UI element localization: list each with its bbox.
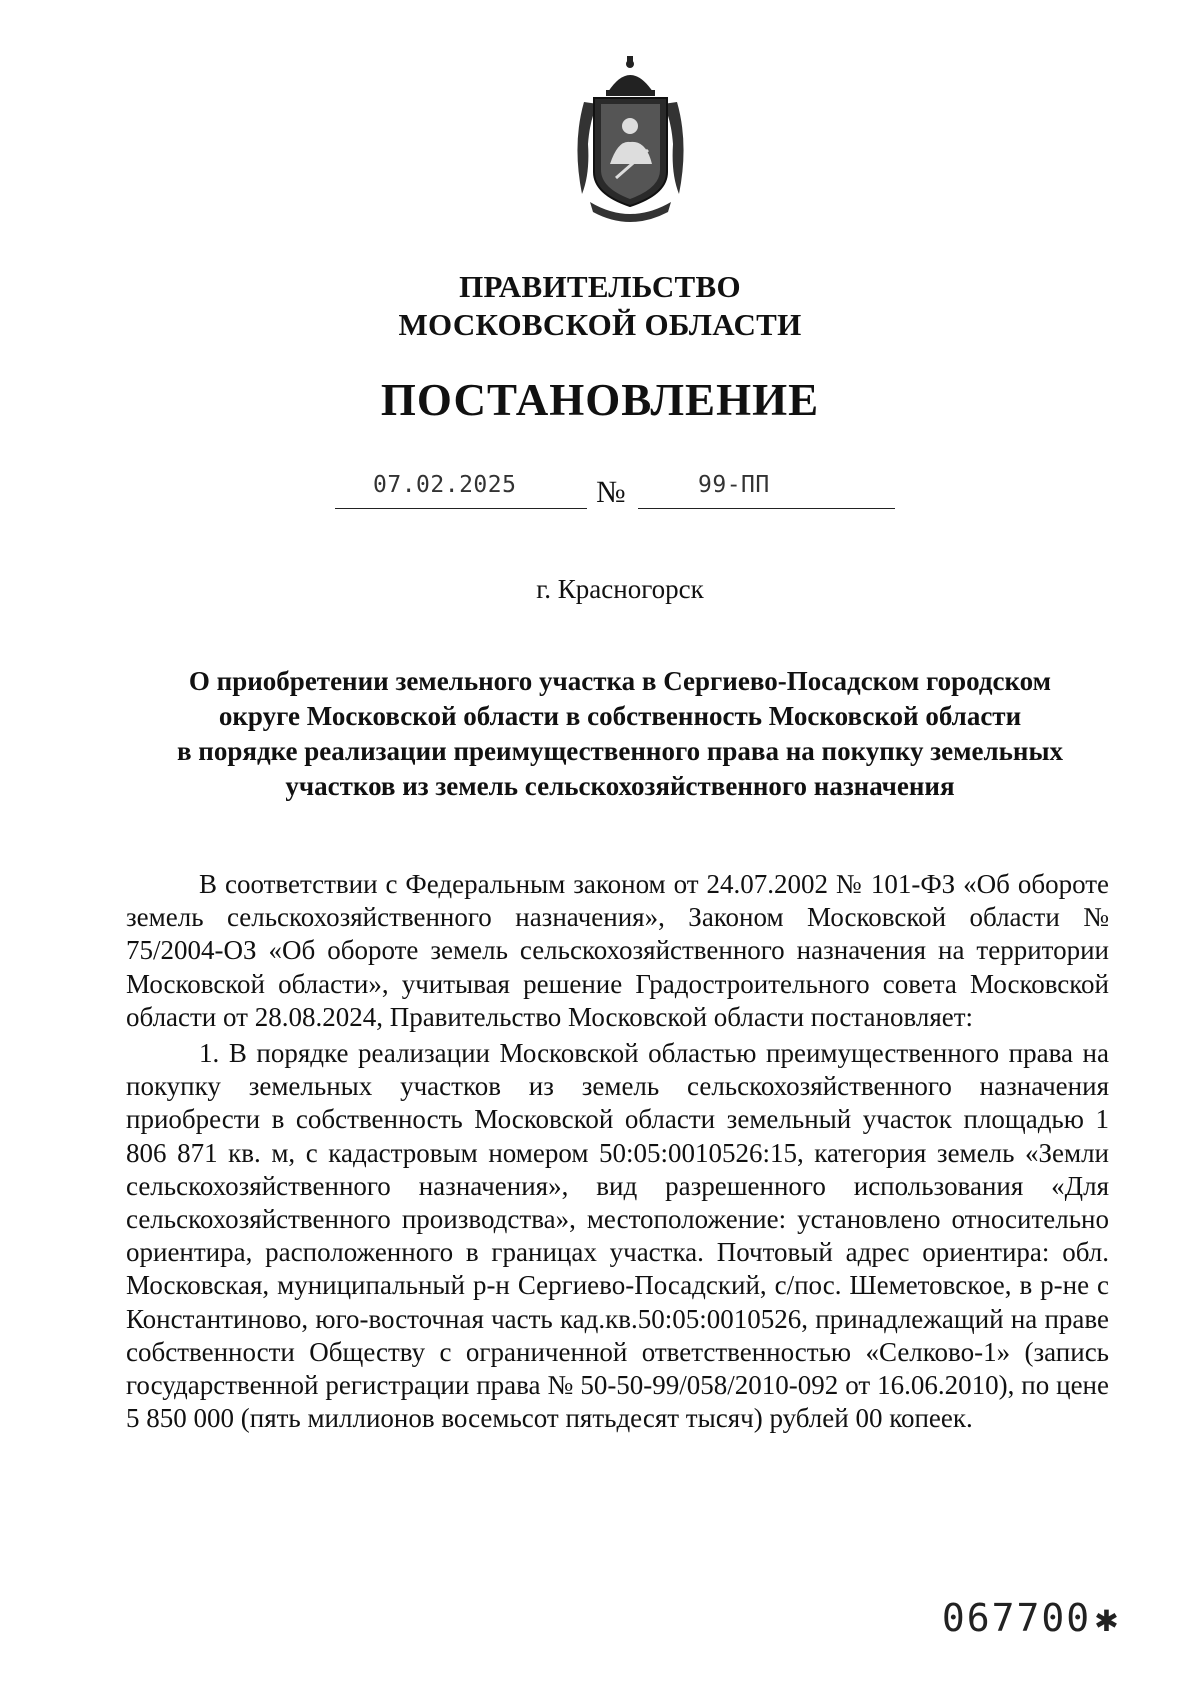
date-value: 07.02.2025 xyxy=(373,472,517,498)
subject-line: О приобретении земельного участка в Сергиево-Посадском городском xyxy=(188,666,1052,696)
document-subject xyxy=(140,664,1100,804)
subject-line: округе Московской области в собственность Московской области xyxy=(218,701,1022,731)
city-name: г. Красногорск xyxy=(536,574,704,604)
subject-line: участков из земель сельскохозяйственного назначения xyxy=(285,771,955,801)
item-1-paragraph: 1. В порядке реализации Московской областью преимущественного права на покупку земельных участков из земель сельскохозяйственного назначения приобрести в собственность Московской области земельный участок площадью 1 806 871 кв. м, с кадастровым номером 50:05:0010526:15, категория земель «Земли сельскохозяйственного назначения», вид разрешенного использования «Для сельскохозяйственного производства», местоположение: установлено относительно ориентира, расположенного в границах участка. Почтовый адрес ориентира: обл. Московская, муниципальный р-н Сергиево-Посадский, с/пос. Шеметовское, в р-не с Константиново, юго-восточная часть кад.кв.50:05:0010526, принадлежащий на праве собственности Обществу с ограниченной ответственностью «Селково-1» (запись государственной регистрации права № 50-50-99/058/2010-092 от 16.06.2010), по цене 5 850 000 (пять миллионов восемьсот пятьдесят тысяч) рублей 00 копеек. xyxy=(126,1038,1109,1434)
document-body xyxy=(126,868,1109,1435)
serial-number-stamp xyxy=(942,1596,1120,1640)
number-value: 99-ПП xyxy=(698,472,770,498)
asterisk-icon: ✱ xyxy=(1095,1596,1120,1640)
date-field xyxy=(335,470,587,509)
number-sign: № xyxy=(596,474,626,509)
government-name-line2: МОСКОВСКОЙ ОБЛАСТИ xyxy=(398,307,802,342)
document-type-title: ПОСТАНОВЛЕНИЕ xyxy=(380,375,820,425)
number-field xyxy=(638,470,895,509)
subject-line: в порядке реализации преимущественного права на покупку земельных xyxy=(176,736,1064,766)
government-name-line1: ПРАВИТЕЛЬСТВО xyxy=(459,269,741,304)
coat-of-arms-icon xyxy=(568,54,693,222)
serial-number: 067700 xyxy=(941,1596,1092,1640)
preamble-paragraph: В соответствии с Федеральным законом от 24.07.2002 № 101-ФЗ «Об обороте земель сельскохозяйственного назначения», Законом Московской области № 75/2004-ОЗ «Об обороте земель сельскохозяйственного назначения на территории Московской области», учитывая решение Градостроительного совета Московской области от 28.08.2024, Правительство Московской области постановляет: xyxy=(126,869,1109,1032)
